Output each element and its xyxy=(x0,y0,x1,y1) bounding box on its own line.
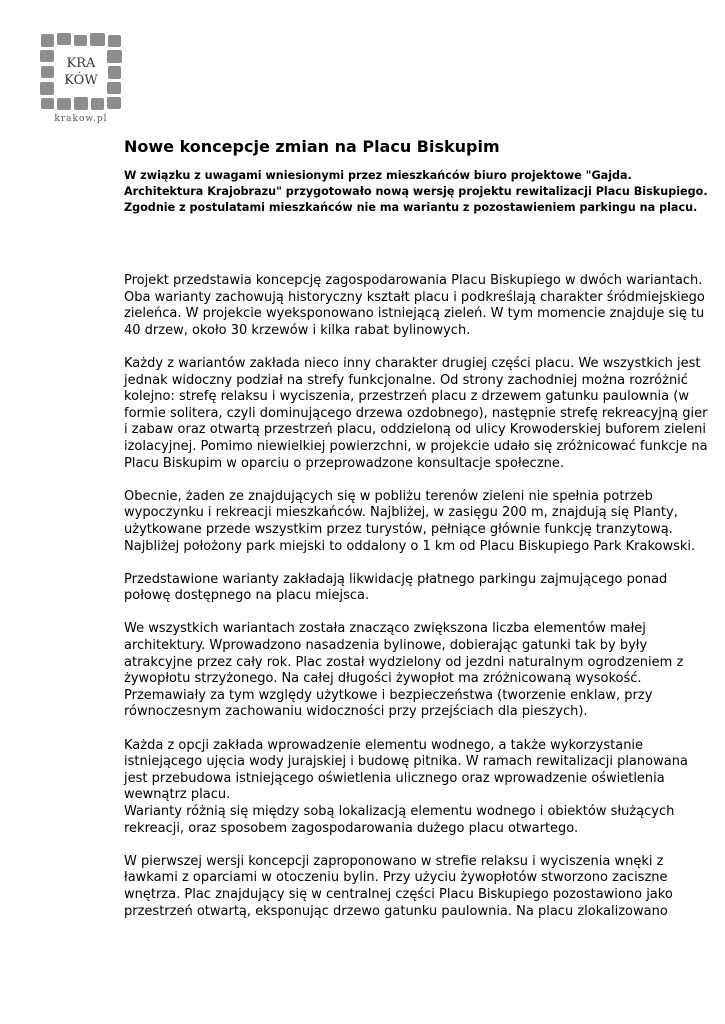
logo-text-line2: KÓW xyxy=(64,73,98,88)
article-lead: W związku z uwagami wniesionymi przez mieszkańców biuro projektowe "Gajda. Architektura Krajobrazu" przygotowało nową wersję projektu rewitalizacji Placu Biskupiego. Zgodnie z postulatami mieszkańców nie ma wariantu z pozostawieniem parkingu na placu. xyxy=(124,169,708,214)
article-title: Nowe koncepcje zmian na Placu Biskupim xyxy=(124,137,500,156)
article-paragraph: Każda z opcji zakłada wprowadzenie elementu wodnego, a także wykorzystanie istniejącego ujęcia wody jurajskiej i budowę pitnika. W ramach rewitalizacji planowana jest przebudowa istniejącego oświetlenia ulicznego oraz wprowadzenie oświetlenia wewnątrz placu. Warianty różnią się między sobą lokalizacją elementu wodnego i obiektów służących rekreacji, oraz sposobem zagospodarowania dużego placu otwartego. xyxy=(124,737,688,836)
article-paragraph: We wszystkich wariantach została znacząco zwiększona liczba elementów małej architektury. Wprowadzono nasadzenia bylinowe, dobierając gatunki tak by były atrakcyjne przez cały rok. Plac został wydzielony od jezdni naturalnym ogrodzeniem z żywopłotu strzyżonego. Na całej długości żywopłot ma zróżnicowaną wysokość. Przemawiały za tym względy użytkowe i bezpieczeństwa (tworzenie enklaw, przy równoczesnym zachowaniu widoczności przy przejściach dla pieszych). xyxy=(124,621,684,720)
article-body xyxy=(124,273,714,937)
article-paragraph: Projekt przedstawia koncepcję zagospodarowania Placu Biskupiego w dwóch wariantach. Oba warianty zachowują historyczny kształt placu i podkreślają charakter śródmiejskiego zieleńca. W projekcie wyeksponowano istniejącą zieleń. W tym momencie znajduje się tu 40 drzew, około 30 krzewów i kilka rabat bylinowych. xyxy=(124,273,705,338)
article-paragraph: Obecnie, żaden ze znajdujących się w pobliżu terenów zieleni nie spełnia potrzeb wypoczynku i rekreacji mieszkańców. Najbliżej, w zasięgu 200 m, znajdują się Planty, użytkowane przede wszystkim przez turystów, pełniące głównie funkcję tranzytową. Najbliżej położony park miejski to oddalony o 1 km od Placu Biskupiego Park Krakowski. xyxy=(124,488,696,554)
krakow-logo xyxy=(38,32,128,124)
krakow-logo-mark xyxy=(38,32,128,124)
logo-caption: krakow.pl xyxy=(54,114,108,124)
article-paragraph: W pierwszej wersji koncepcji zaproponowano w strefie relaksu i wyciszenia wnęki z ławkami z oparciami w otoczeniu bylin. Przy użyciu żywopłotów stworzono zaciszne wnętrza. Plac znajdujący się w centralnej części Placu Biskupiego pozostawiono jako przestrzeń otwartą, eksponując drzewo gatunku paulownia. Na placu zlokalizowano xyxy=(124,853,673,919)
article-paragraph: Przedstawione warianty zakładają likwidację płatnego parkingu zajmującego ponad połowę dostępnego na placu miejsca. xyxy=(124,571,668,604)
logo-text-line1: KRA xyxy=(66,56,96,71)
article-paragraph: Każdy z wariantów zakłada nieco inny charakter drugiej części placu. We wszystkich jest jednak widoczny podział na strefy funkcjonalne. Od strony zachodniej można rozróżnić kolejno: strefę relaksu i wyciszenia, przestrzeń placu z drzewem gatunku paulownia (w formie solitera, czyli dominującego drzewa ozdobnego), następnie strefę rekreacyjną gier i zabaw oraz otwartą przestrzeń placu, oddzieloną od ulicy Krowoderskiej buforem zieleni izolacyjnej. Pomimo niewielkiej powierzchni, w projekcie udało się zróżnicować funkcje na Placu Biskupim w oparciu o przeprowadzone konsultacje społeczne. xyxy=(124,355,708,471)
